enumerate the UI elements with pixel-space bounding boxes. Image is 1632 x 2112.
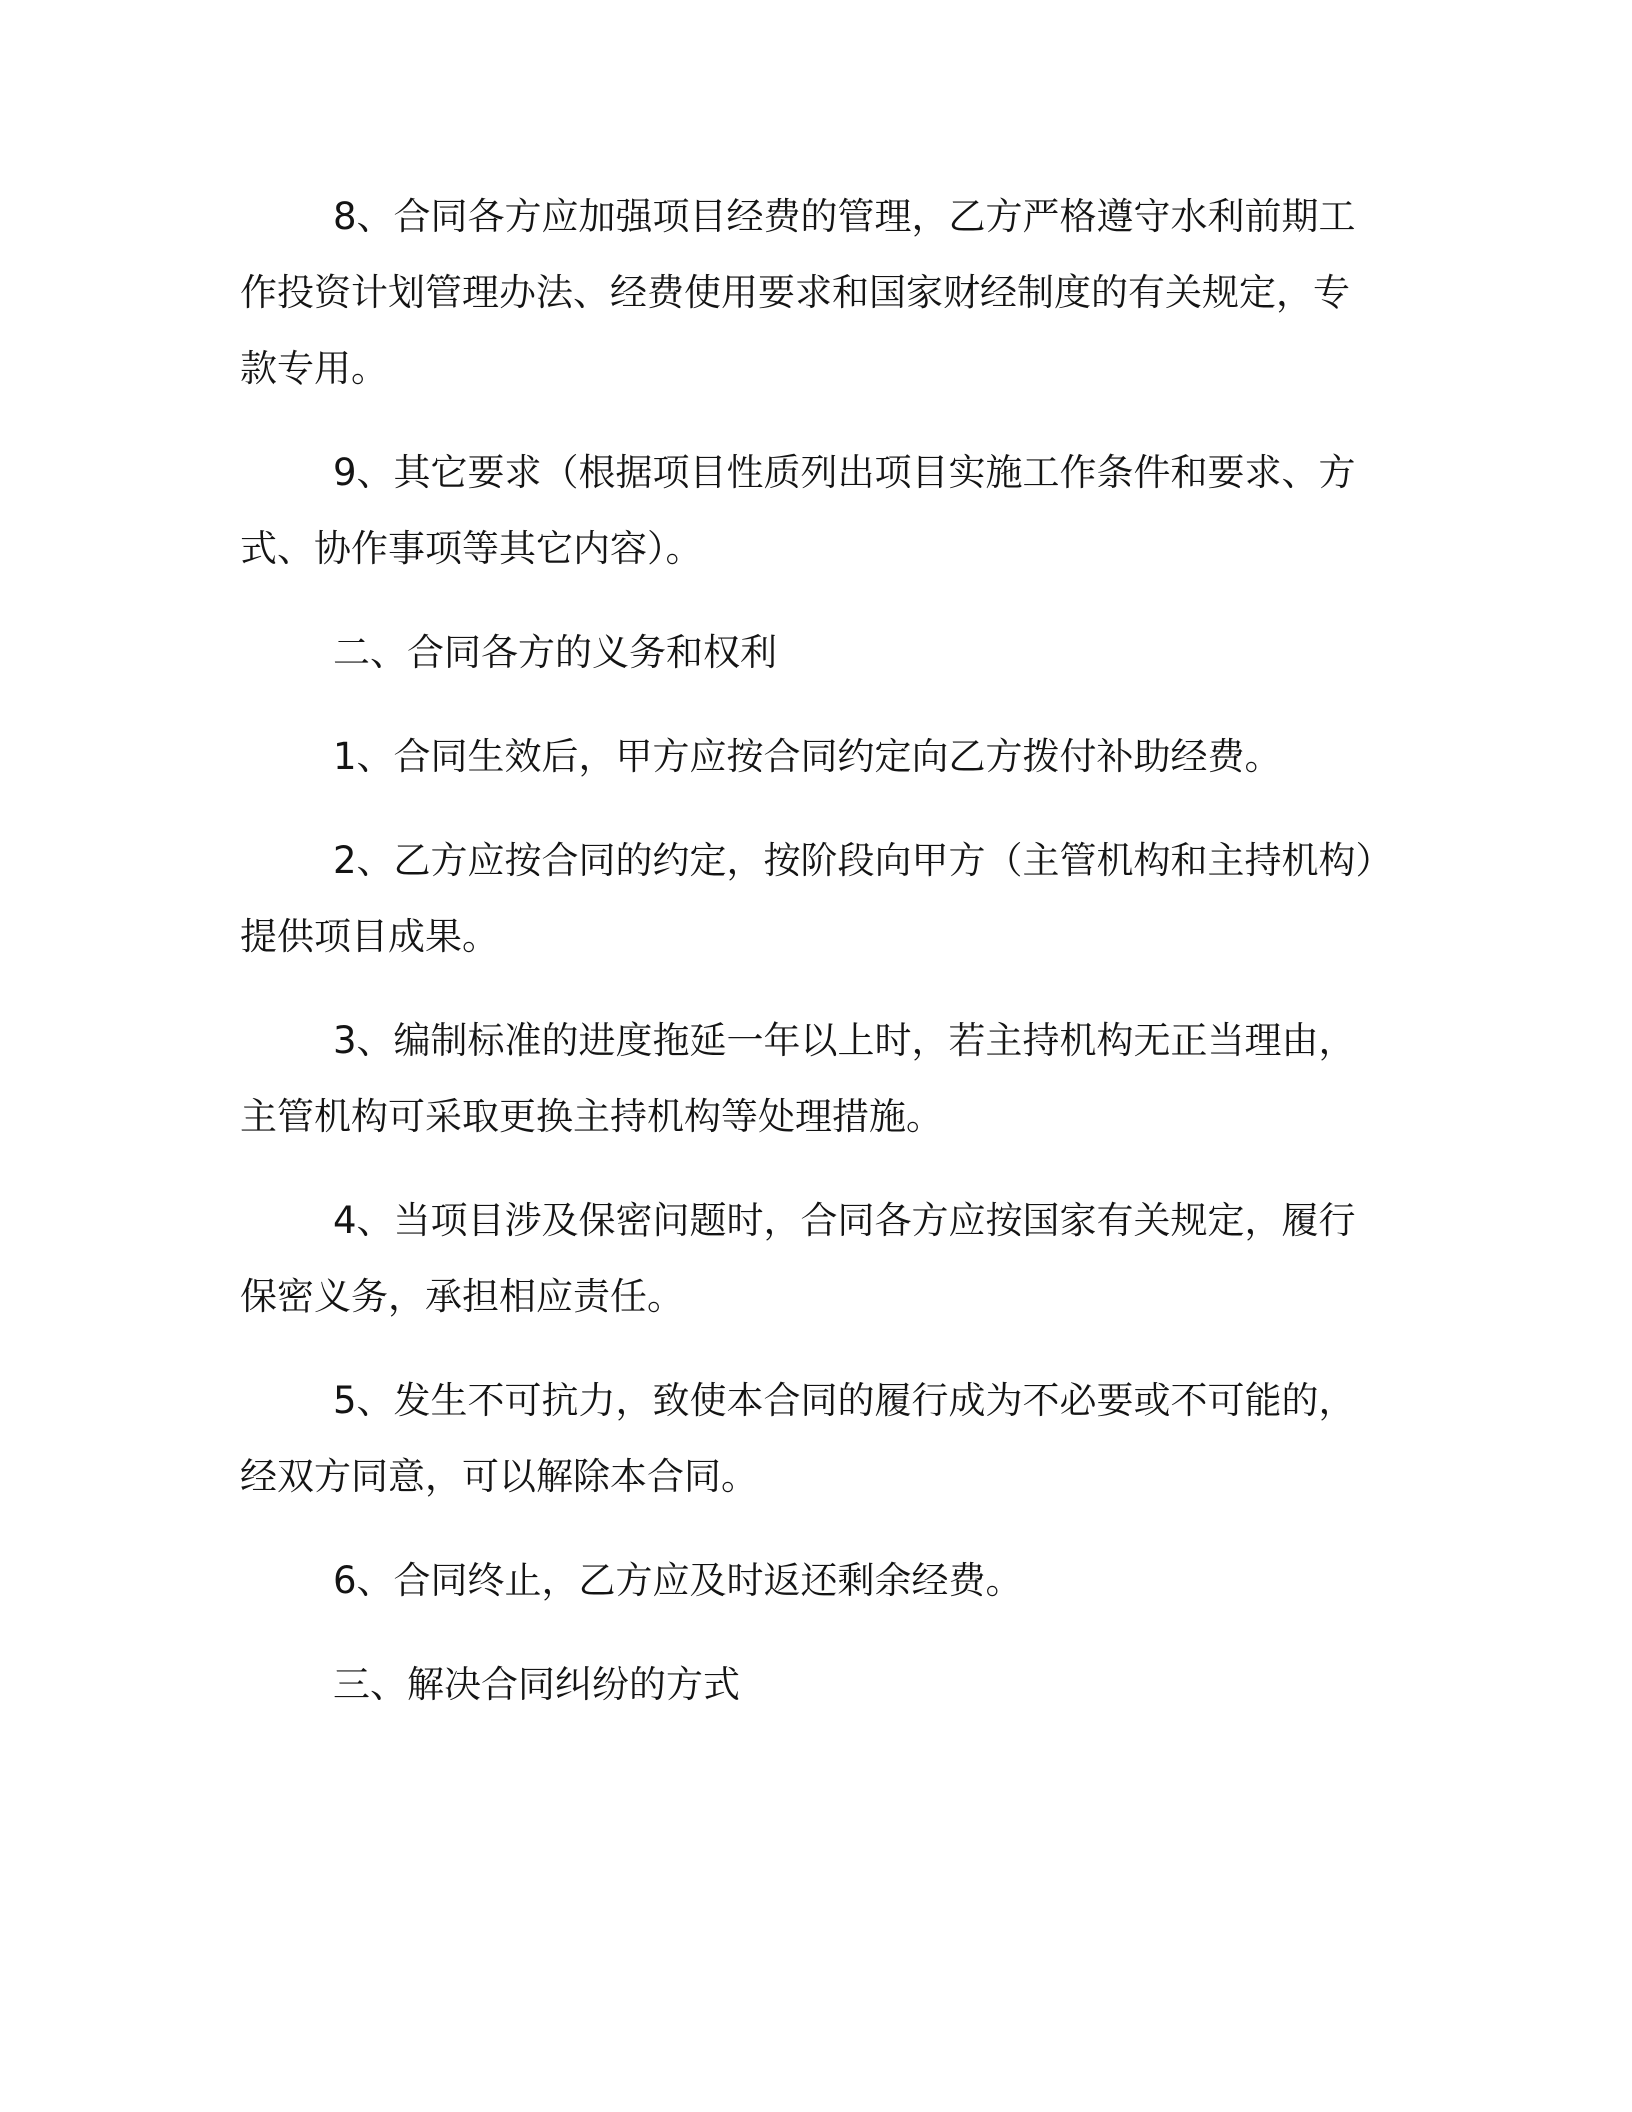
obligation-4 xyxy=(240,1183,1432,1335)
paragraph-line: 1、合同生效后，甲方应按合同约定向乙方拨付补助经费。 xyxy=(333,735,1282,778)
section-heading-line: 二、合同各方的义务和权利 xyxy=(333,631,777,674)
paragraph-line: 主管机构可采取更换主持机构等处理措施。 xyxy=(240,1095,943,1138)
paragraph-line: 4、当项目涉及保密问题时，合同各方应按国家有关规定，履行 xyxy=(333,1199,1356,1242)
obligation-2 xyxy=(240,823,1432,975)
paragraph-line: 3、编制标准的进度拖延一年以上时，若主持机构无正当理由， xyxy=(333,1019,1356,1062)
obligation-1 xyxy=(240,719,1432,795)
paragraph-line: 9、其它要求（根据项目性质列出项目实施工作条件和要求、方 xyxy=(333,451,1356,494)
paragraph-line: 5、发生不可抗力，致使本合同的履行成为不必要或不可能的， xyxy=(333,1379,1356,1422)
clause-8-funding-management xyxy=(240,179,1432,407)
paragraph-line: 保密义务，承担相应责任。 xyxy=(240,1275,684,1318)
paragraph-line: 作投资计划管理办法、经费使用要求和国家财经制度的有关规定，专 xyxy=(240,271,1350,314)
paragraph-line: 式、协作事项等其它内容）。 xyxy=(240,527,703,570)
paragraph-line: 款专用。 xyxy=(240,347,388,390)
paragraph-line: 8、合同各方应加强项目经费的管理，乙方严格遵守水利前期工 xyxy=(333,195,1356,238)
obligation-5 xyxy=(240,1363,1432,1515)
obligation-3 xyxy=(240,1003,1432,1155)
section-heading-line: 三、解决合同纠纷的方式 xyxy=(333,1663,740,1706)
section-heading-obligations-rights xyxy=(240,615,1432,691)
paragraph-line: 6、合同终止，乙方应及时返还剩余经费。 xyxy=(333,1559,1023,1602)
paragraph-line: 经双方同意，可以解除本合同。 xyxy=(240,1455,758,1498)
obligation-6 xyxy=(240,1543,1432,1619)
paragraph-line: 2、乙方应按合同的约定，按阶段向甲方（主管机构和主持机构） xyxy=(333,839,1393,882)
paragraph-line: 提供项目成果。 xyxy=(240,915,499,958)
section-heading-dispute-resolution xyxy=(240,1647,1432,1723)
clause-9-other-requirements xyxy=(240,435,1432,587)
